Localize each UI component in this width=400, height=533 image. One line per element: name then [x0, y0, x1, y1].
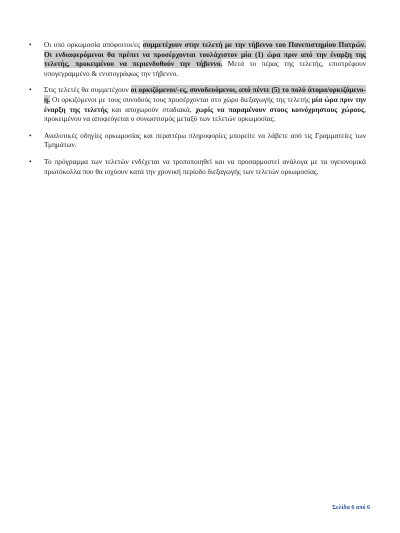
attendance-leave-text: και αποχωρούν σταδιακά,	[107, 104, 196, 114]
bullet-marker: •	[29, 130, 32, 140]
list-item-gown	[29, 40, 366, 78]
bullet-marker: •	[29, 85, 32, 95]
bullet-marker: •	[29, 40, 32, 49]
list-item-schedule	[29, 156, 366, 176]
attendance-crowding-text: , προκειμένου να αποφεύγεται ο συνωστισμός μεταξύ των τελετών ορκωμοσίας.	[44, 104, 366, 124]
attendance-one-hour-text: μία ώρα πριν την έναρξη της τελετής	[44, 94, 367, 114]
gown-highlight-text: συμμετέχουν στην τελετή με την τήβεννο του Πανεπιστημίου Πατρών. Οι ενδιαφερόμενοι θα πρέπει να προσέρχονται τουλάχιστον μία (1) ώρα πριν από την έναρξη της τελετής, προκειμένου να περιενδυθούν την τήβεννο.	[44, 40, 366, 69]
schedule-text: Το πρόγραμμα των τελετών ενδέχεται να τροποποιηθεί και να προσαρμοστεί ανάλογα με τα υγειονομικά πρωτόκολλα που θα ισχύουν κατά την χρονική περίοδο διεξαγωγής των τελετών ορκωμοσίας.	[44, 156, 366, 176]
list-item-info	[29, 130, 366, 150]
attendance-companions-text: οι ορκιζόμενοι/-ες, συνοδευόμενοι, από πέντε (5) το πολύ άτομα/ορκιζόμενο-η.	[44, 85, 366, 104]
gown-return-text: Μετά το πέρας της τελετής, επιστρέφουν υπογεγραμμένο & ενυπογράφως την τήβεννο.	[44, 59, 366, 78]
attendance-arrival-text: Οι ορκιζόμενοι με τους συνοδούς τους προσέρχονται στο χώρο διεξαγωγής της τελετής	[49, 94, 312, 104]
attendance-intro-text: Στις τελετές θα συμμετέχουν	[44, 85, 131, 95]
attendance-common-areas-text: χωρίς να παραμένουν στους κοινόχρηστους χώρους	[195, 104, 365, 114]
bullet-marker: •	[29, 156, 32, 166]
info-text: Αναλυτικές οδηγίες ορκωμοσίας και περαιτέρω πληροφορίες μπορείτε να λάβετε από τις Γραμματείες των Τμημάτων.	[44, 130, 366, 150]
gown-intro-text: Οι υπό ορκωμοσία απόφοιτοι/ες	[44, 40, 143, 49]
instructions-list	[29, 40, 367, 183]
list-item-attendance	[29, 85, 367, 124]
page-number: Σελίδα 6 από 6	[332, 505, 370, 511]
